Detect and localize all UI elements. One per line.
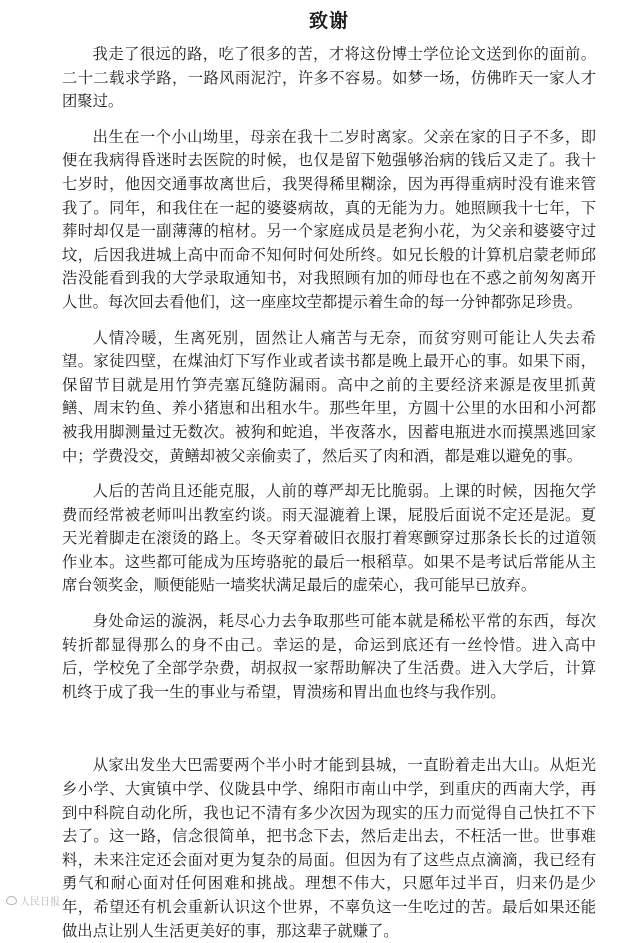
paragraph-4: 人后的苦尚且还能克服，人前的尊严却无比脆弱。上课的时候，因拖欠学费而经常被老师叫出教室约谈。雨天湿漉着上课，屁股后面说不定还是泥。夏天光着脚走在滚烫的路上。冬天穿着破旧衣服打着寒颤穿过那条长长的过道领作业本。这些都可能成为压垮骆驼的最后一根稻草。如果不是考试后常能从主席台领奖金，顺便能贴一墙奖状满足最后的虚荣心，我可能早已放弃。 xyxy=(62,482,596,595)
weibo-logo-icon xyxy=(6,896,17,905)
paragraph-1: 我走了很远的路，吃了很多的苦，才将这份博士学位论文送到你的面前。二十二载求学路，一路风雨泥泞，许多不容易。如梦一场，仿佛昨天一家人才团聚过。 xyxy=(62,45,596,111)
page-break-gap xyxy=(62,716,596,754)
paragraph-2: 出生在一个小山坳里，母亲在我十二岁时离家。父亲在家的日子不多，即便在我病得昏迷时去医院的时候，也仅是留下勉强够治病的钱后又走了。我十七岁时，他因交通事故离世后，我哭得稀里糊涂，因为再得重病时没有谁来管我了。同年，和我住在一起的婆婆病故，真的无能为力。她照顾我十七年，下葬时却仅是一副薄薄的棺材。另一个家庭成员是老狗小花，为父亲和婆婆守过坟，后因我进城上高中而命不知何时何处所终。如兄长般的计算机启蒙老师邱浩没能看到我的大学录取通知书，对我照顾有加的师母也在不惑之前匆匆离开人世。每次回去看他们，这一座座坟茔都提示着生命的每一分钟都弥足珍贵。 xyxy=(62,127,596,311)
watermark-text: 人民日报 xyxy=(20,897,60,908)
page-title: 致谢 xyxy=(308,10,349,32)
paragraph-5: 身处命运的漩涡，耗尽心力去争取那些可能本就是稀松平常的东西，每次转折都显得那么的身不由己。幸运的是，命运到底还有一丝怜惜。进入高中后，学校免了全部学杂费，胡叔叔一家帮助解决了生活费。进入大学后，计算机终于成了我一生的事业与希望，胃溃疡和胃出血也终与我作别。 xyxy=(62,612,596,701)
paragraph-6: 从家出发坐大巴需要两个半小时才能到县城，一直盼着走出大山。从炬光乡小学、大寅镇中学、仪陇县中学、绵阳市南山中学，到重庆的西南大学，再到中科院自动化所，我也记不清有多少次因为现实的压力而觉得自己快扛不下去了。这一路，信念很简单，把书念下去，然后走出去，不枉活一世。世事难料，未来注定还会面对更为复杂的局面。但因为有了这些点点滴滴，我已经有勇气和耐心面对任何困难和挑战。理想不伟大，只愿年过半百，归来仍是少年，希望还有机会重新认识这个世界，不辜负这一生吃过的苦。最后如果还能做出点让别人生活更美好的事，那这辈子就赚了。 xyxy=(62,756,596,940)
paragraph-3: 人情冷暖，生离死别，固然让人痛苦与无奈，而贫穷则可能让人失去希望。家徒四壁，在煤油灯下写作业或者读书都是晚上最开心的事。如果下雨，保留节目就是用竹笋壳塞瓦缝防漏雨。高中之前的主要经济来源是夜里抓黄鳝、周末钓鱼、养小猪崽和出租水牛。那些年里，方圆十公里的水田和小河都被我用脚测量过无数次。被狗和蛇追，半夜落水，因蓄电瓶进水而摸黑逃回家中；学费没交，黄鳝却被父亲偷卖了，然后买了肉和酒，都是难以避免的事。 xyxy=(62,328,596,465)
watermark xyxy=(6,893,60,908)
